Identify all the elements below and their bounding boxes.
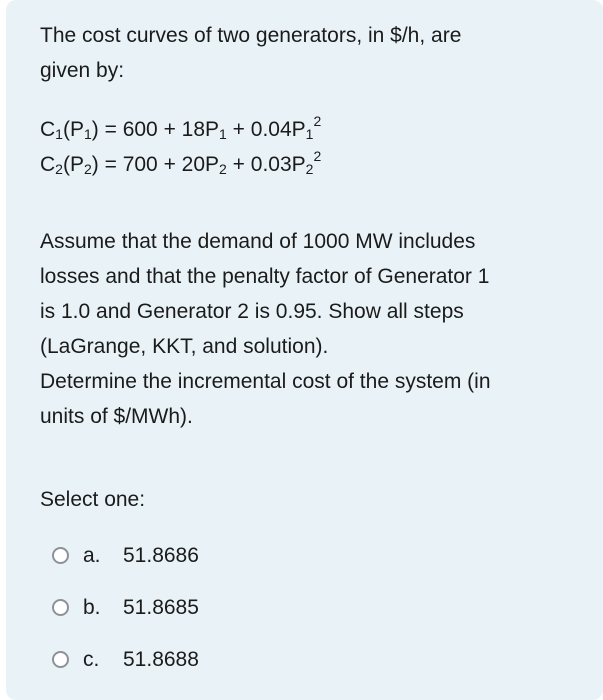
option-letter: b. — [83, 595, 101, 619]
option-c[interactable] — [40, 633, 590, 685]
select-one-label: Select one: — [40, 488, 146, 511]
intro-line: The cost curves of two generators, in $/h, are — [40, 24, 462, 47]
option-text: 51.8688 — [123, 647, 199, 671]
answer-options — [40, 529, 590, 685]
option-letter: c. — [83, 647, 100, 671]
body-line: Determine the incremental cost of the system (in — [40, 370, 491, 393]
radio-button-icon[interactable] — [52, 651, 69, 668]
body-line: (LaGrange, KKT, and solution). — [40, 335, 329, 358]
radio-button-icon[interactable] — [52, 599, 69, 616]
body-line: units of $/MWh). — [40, 405, 193, 428]
equations — [40, 112, 590, 182]
body-line: is 1.0 and Generator 2 is 0.95. Show all steps — [40, 300, 464, 323]
intro-line: given by: — [40, 59, 125, 82]
cost-equation-1: $C_1(P_1) = 600 + 18P_1 + 0.04P_1^2$ — [40, 113, 322, 142]
option-text: 51.8685 — [123, 595, 199, 619]
cost-equation-2: $C_2(P_2) = 700 + 20P_2 + 0.03P_2^2$ — [40, 148, 322, 177]
question-content — [40, 18, 590, 685]
question-body — [40, 224, 590, 434]
radio-button-icon[interactable] — [52, 547, 69, 564]
option-b[interactable] — [40, 581, 590, 633]
body-line: Assume that the demand of 1000 MW includes — [40, 230, 476, 253]
question-intro — [40, 18, 590, 88]
option-letter: a. — [83, 543, 101, 567]
option-text: 51.8686 — [123, 543, 199, 567]
question-card — [6, 0, 603, 700]
body-line: losses and that the penalty factor of Generator 1 — [40, 265, 490, 288]
option-a[interactable] — [40, 529, 590, 581]
